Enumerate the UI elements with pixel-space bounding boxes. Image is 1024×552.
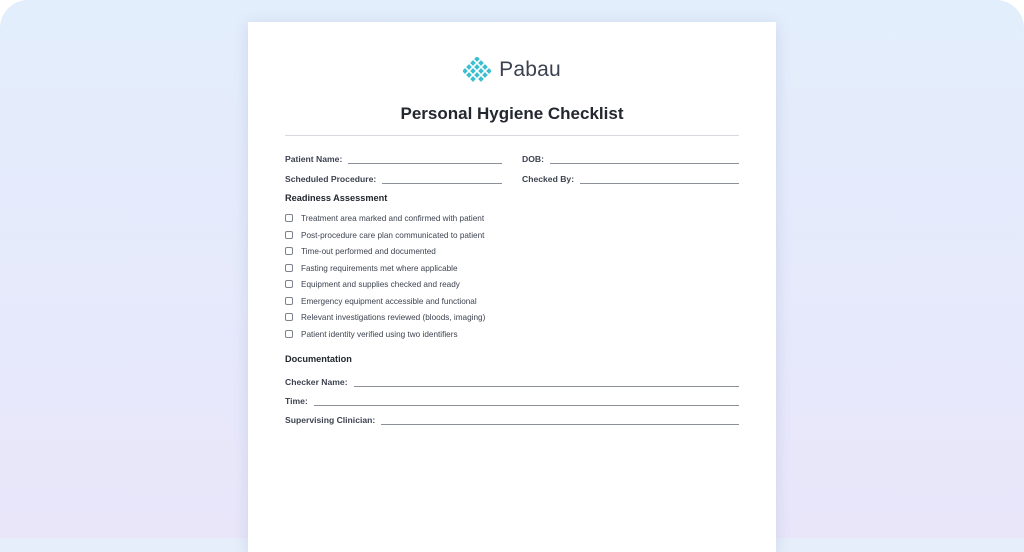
- checker-name-field[interactable]: [285, 373, 739, 387]
- field-label: Time:: [285, 396, 308, 406]
- checklist-item[interactable]: [285, 245, 436, 257]
- fill-line[interactable]: [314, 396, 739, 406]
- checklist-item-label: Time-out performed and documented: [301, 246, 436, 256]
- checklist-item[interactable]: [285, 212, 484, 224]
- field-label: DOB:: [522, 154, 544, 164]
- field-label: Checker Name:: [285, 377, 348, 387]
- field-label: Scheduled Procedure:: [285, 174, 377, 184]
- checkbox[interactable]: [285, 297, 293, 305]
- brand-name: Pabau: [499, 58, 561, 81]
- fill-line[interactable]: [348, 154, 502, 164]
- checklist-item[interactable]: [285, 328, 458, 340]
- dob-field[interactable]: [522, 150, 739, 164]
- checkbox[interactable]: [285, 231, 293, 239]
- supervising-clinician-field[interactable]: [285, 411, 739, 425]
- checklist-item[interactable]: [285, 262, 458, 274]
- field-label: Checked By:: [522, 174, 575, 184]
- checklist-item-label: Emergency equipment accessible and functional: [301, 296, 477, 306]
- checklist-item[interactable]: [285, 311, 485, 323]
- fill-line[interactable]: [381, 415, 739, 425]
- fill-line[interactable]: [580, 174, 739, 184]
- checkbox[interactable]: [285, 313, 293, 321]
- checklist-item-label: Fasting requirements met where applicable: [301, 263, 458, 273]
- patient-name-field[interactable]: [285, 150, 502, 164]
- checklist-item[interactable]: [285, 295, 477, 307]
- scheduled-procedure-field[interactable]: [285, 170, 502, 184]
- time-field[interactable]: [285, 392, 739, 406]
- checklist-item[interactable]: [285, 229, 484, 241]
- fill-line[interactable]: [382, 174, 502, 184]
- pabau-logo-icon: [463, 57, 491, 83]
- fill-line[interactable]: [354, 377, 739, 387]
- checkbox[interactable]: [285, 247, 293, 255]
- checklist-item-label: Post-procedure care plan communicated to patient: [301, 230, 485, 240]
- checkbox[interactable]: [285, 264, 293, 272]
- checklist-sheet: [248, 22, 776, 552]
- documentation-heading: Documentation: [285, 354, 352, 364]
- checkbox[interactable]: [285, 280, 293, 288]
- checklist-item-label: Relevant investigations reviewed (bloods, imaging): [301, 312, 486, 322]
- checklist-item-label: Treatment area marked and confirmed with patient: [301, 213, 485, 223]
- checklist-item-label: Patient identity verified using two identifiers: [301, 329, 458, 339]
- fill-line[interactable]: [550, 154, 739, 164]
- field-label: Supervising Clinician:: [285, 415, 376, 425]
- checklist-item[interactable]: [285, 278, 460, 290]
- readiness-heading: Readiness Assessment: [285, 193, 388, 203]
- document-title: Personal Hygiene Checklist: [400, 104, 624, 123]
- checkbox[interactable]: [285, 214, 293, 222]
- checked-by-field[interactable]: [522, 170, 739, 184]
- checklist-item-label: Equipment and supplies checked and ready: [301, 279, 460, 289]
- checkbox[interactable]: [285, 330, 293, 338]
- field-label: Patient Name:: [285, 154, 343, 164]
- title-divider: [285, 135, 739, 136]
- brand-logo: [248, 58, 776, 82]
